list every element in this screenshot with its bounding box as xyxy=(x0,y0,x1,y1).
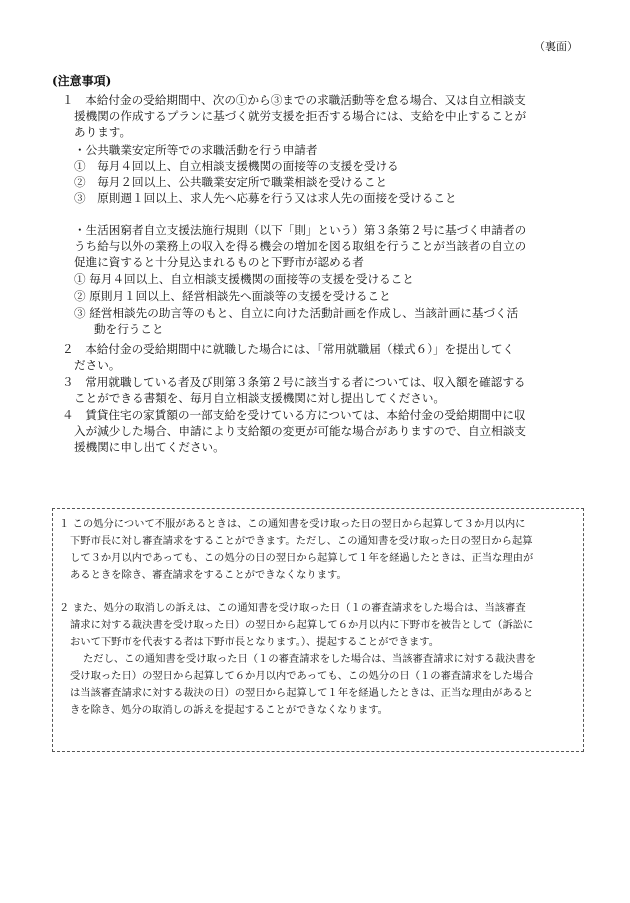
note-line: ① 毎月４回以上、自立相談支援機関の面接等の支援を受けること xyxy=(74,272,414,286)
notice-line: １ この処分について不服があるときは、この通知書を受け取った日の翌日から起算して３か月以内に xyxy=(59,518,526,530)
note-line: うち給与以外の業務上の収入を得る機会の増加を図る取組を行うことが当該者の自立の xyxy=(74,239,527,253)
notice-line: は当該審査請求に対する裁決の日）の翌日から起算して１年を経過したときは、正当な理由があると xyxy=(70,687,534,699)
note-line: 援機関に申し出てください。 xyxy=(74,440,225,454)
notice-line: あるときを除き、審査請求をすることができなくなります。 xyxy=(70,569,347,581)
note-line: １ 本給付金の受給期間中、次の①から③までの求職活動等を怠る場合、又は自立相談支 xyxy=(62,93,526,107)
note-line: ③ 原則週１回以上、求人先へ応募を行う又は求人先の面接を受けること xyxy=(74,191,457,205)
note-line: ・公共職業安定所等での求職活動を行う申請者 xyxy=(74,143,318,157)
page-side-label: （裏面） xyxy=(534,40,578,53)
note-line: あります。 xyxy=(74,125,132,139)
notice-line: して３か月以内であっても、この処分の日の翌日から起算して１年を経過したときは、正当な理由が xyxy=(70,552,534,564)
note-line: ② 原則月１回以上、経営相談先へ面談等の支援を受けること xyxy=(74,289,391,303)
notice-line: 下野市長に対し審査請求をすることができます。ただし、この通知書を受け取った日の翌日から起算 xyxy=(70,535,533,547)
note-line: ださい。 xyxy=(74,358,121,372)
note-line: 動を行うこと xyxy=(94,322,164,336)
notice-line: 受け取った日）の翌日から起算して６か月以内であっても、この処分の日（１の審査請求をした場合 xyxy=(70,670,534,682)
note-line: 促進に資すると十分見込まれるものと下野市が認める者 xyxy=(74,255,364,269)
notice-line: おいて下野市を代表する者は下野市長となります。）、提起することができます。 xyxy=(70,636,440,648)
note-line: 援機関の作成するプランに基づく就労支援を拒否する場合には、支給を中止することが xyxy=(74,109,527,123)
note-line: ③ 経営相談先の助言等のもと、自立に向けた活動計画を作成し、当該計画に基づく活 xyxy=(74,306,519,320)
note-line: ・生活困窮者自立支援法施行規則（以下「則」という）第３条第２号に基づく申請者の xyxy=(74,223,527,237)
note-line: ② 毎月２回以上、公共職業安定所で職業相談を受けること xyxy=(74,175,388,189)
note-line: ① 毎月４回以上、自立相談支援機関の面接等の支援を受ける xyxy=(74,159,399,173)
note-line: ３ 常用就職している者及び則第３条第２号に該当する者については、収入額を確認する xyxy=(62,375,526,389)
note-line: ことができる書類を、毎月自立相談支援機関に対し提出してください。 xyxy=(74,391,446,405)
notice-line: 請求に対する裁決書を受け取った日）の翌日から起算して６か月以内に下野市を被告として（訴訟に xyxy=(70,619,534,631)
appeal-notice-box xyxy=(52,508,584,752)
notes-title: (注意事項) xyxy=(52,74,112,88)
notice-line: ただし、この通知書を受け取った日（１の審査請求をした場合は、当該審査請求に対する裁決書を xyxy=(83,653,537,665)
note-line: 入が減少した場合、申請により支給額の変更が可能な場合がありますので、自立相談支 xyxy=(74,424,526,438)
note-line: ４ 賃貸住宅の家賃額の一部支給を受けている方については、本給付金の受給期間中に収 xyxy=(62,408,526,422)
notice-line: きを除き、処分の取消しの訴えを提起することができなくなります。 xyxy=(70,704,388,716)
notice-line: ２ また、処分の取消しの訴えは、この通知書を受け取った日（１の審査請求をした場合は、当該審査 xyxy=(59,602,526,614)
note-line: ２ 本給付金の受給期間中に就職した場合には、「常用就職届（様式６）」を提出してく xyxy=(62,342,515,356)
